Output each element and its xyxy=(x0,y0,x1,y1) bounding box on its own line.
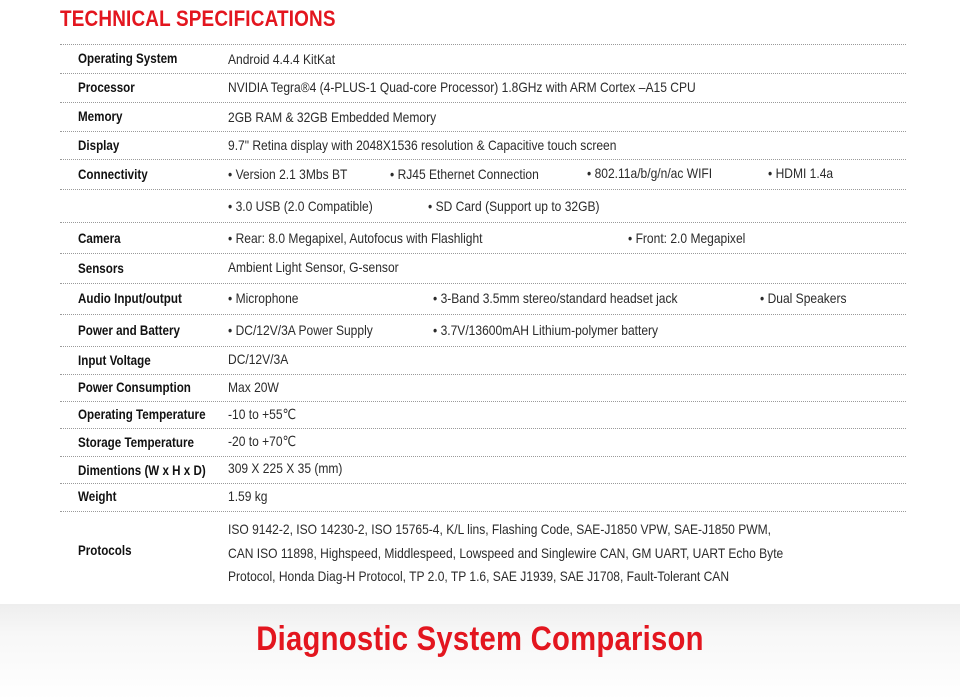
connectivity-item: • 3.0 USB (2.0 Compatible) xyxy=(228,198,373,214)
connectivity-item: • 802.11a/b/g/n/ac WIFI xyxy=(587,165,712,181)
spec-label: Audio Input/output xyxy=(78,291,182,306)
connectivity-item: • HDMI 1.4a xyxy=(768,165,833,181)
spec-row-storage-temp xyxy=(60,429,906,457)
spec-row-power-consumption xyxy=(60,375,906,402)
spec-label: Input Voltage xyxy=(78,353,151,368)
spec-label: Memory xyxy=(78,109,123,124)
spec-row-connectivity xyxy=(60,160,906,190)
spec-value: Ambient Light Sensor, G-sensor xyxy=(228,259,399,275)
connectivity-item: • Version 2.1 3Mbs BT xyxy=(228,166,347,182)
spec-row-protocols xyxy=(60,512,906,592)
spec-value: 1.59 kg xyxy=(228,488,268,504)
spec-value: Android 4.4.4 KitKat xyxy=(228,51,336,67)
spec-row-memory xyxy=(60,103,906,132)
spec-row-audio xyxy=(60,284,906,315)
spec-row-os xyxy=(60,45,906,74)
spec-value: -10 to +55℃ xyxy=(228,406,297,422)
power-item: • 3.7V/13600mAH Lithium-polymer battery xyxy=(433,322,658,338)
spec-label: Operating Temperature xyxy=(78,407,206,422)
connectivity-item: • RJ45 Ethernet Connection xyxy=(390,166,539,182)
spec-value: 309 X 225 X 35 (mm) xyxy=(228,460,343,476)
spec-label: Power Consumption xyxy=(78,380,191,395)
spec-label: Protocols xyxy=(78,543,132,558)
spec-row-input-voltage xyxy=(60,347,906,375)
audio-item: • Microphone xyxy=(228,290,298,306)
spec-value: Max 20W xyxy=(228,379,279,395)
spec-row-connectivity-cont xyxy=(60,190,906,223)
spec-label: Dimentions (W x H x D) xyxy=(78,463,206,478)
spec-value: -20 to +70℃ xyxy=(228,433,297,449)
audio-item: • Dual Speakers xyxy=(760,290,847,306)
spec-label: Camera xyxy=(78,231,121,246)
spec-value: 9.7" Retina display with 2048X1536 resolution & Capacitive touch screen xyxy=(228,137,617,153)
spec-label: Power and Battery xyxy=(78,323,180,338)
spec-row-processor xyxy=(60,74,906,103)
spec-label: Storage Temperature xyxy=(78,435,194,450)
spec-row-dimensions xyxy=(60,457,906,484)
spec-label: Sensors xyxy=(78,261,124,276)
spec-label: Operating System xyxy=(78,51,178,66)
spec-row-display xyxy=(60,132,906,160)
spec-label: Display xyxy=(78,138,120,153)
camera-item: • Front: 2.0 Megapixel xyxy=(628,230,745,246)
spec-label: Processor xyxy=(78,80,135,95)
spec-row-operating-temp xyxy=(60,402,906,429)
spec-value: 2GB RAM & 32GB Embedded Memory xyxy=(228,109,437,125)
spec-value: DC/12V/3A xyxy=(228,351,289,367)
audio-item: • 3-Band 3.5mm stereo/standard headset jack xyxy=(433,290,677,306)
connectivity-item: • SD Card (Support up to 32GB) xyxy=(428,198,600,214)
spec-label: Connectivity xyxy=(78,167,148,182)
spec-row-camera xyxy=(60,223,906,254)
protocols-line: CAN ISO 11898, Highspeed, Middlespeed, Lowspeed and Singlewire CAN, GM UART, UART Echo Byte xyxy=(228,545,784,561)
power-item: • DC/12V/3A Power Supply xyxy=(228,322,373,338)
section-title: Diagnostic System Comparison xyxy=(256,620,704,658)
spec-row-power xyxy=(60,315,906,347)
protocols-line: Protocol, Honda Diag-H Protocol, TP 2.0, TP 1.6, SAE J1939, SAE J1708, Fault-Tolerant CAN xyxy=(228,568,730,584)
spec-row-sensors xyxy=(60,254,906,284)
camera-item: • Rear: 8.0 Megapixel, Autofocus with Flashlight xyxy=(228,230,483,246)
spec-label: Weight xyxy=(78,489,117,504)
spec-value: NVIDIA Tegra®4 (4-PLUS-1 Quad-core Processor) 1.8GHz with ARM Cortex –A15 CPU xyxy=(228,79,696,95)
spec-row-weight xyxy=(60,484,906,512)
protocols-line: ISO 9142-2, ISO 14230-2, ISO 15765-4, K/L lins, Flashing Code, SAE-J1850 VPW, SAE-J1850 PWM, xyxy=(228,521,771,537)
page-title: TECHNICAL SPECIFICATIONS xyxy=(60,6,336,31)
